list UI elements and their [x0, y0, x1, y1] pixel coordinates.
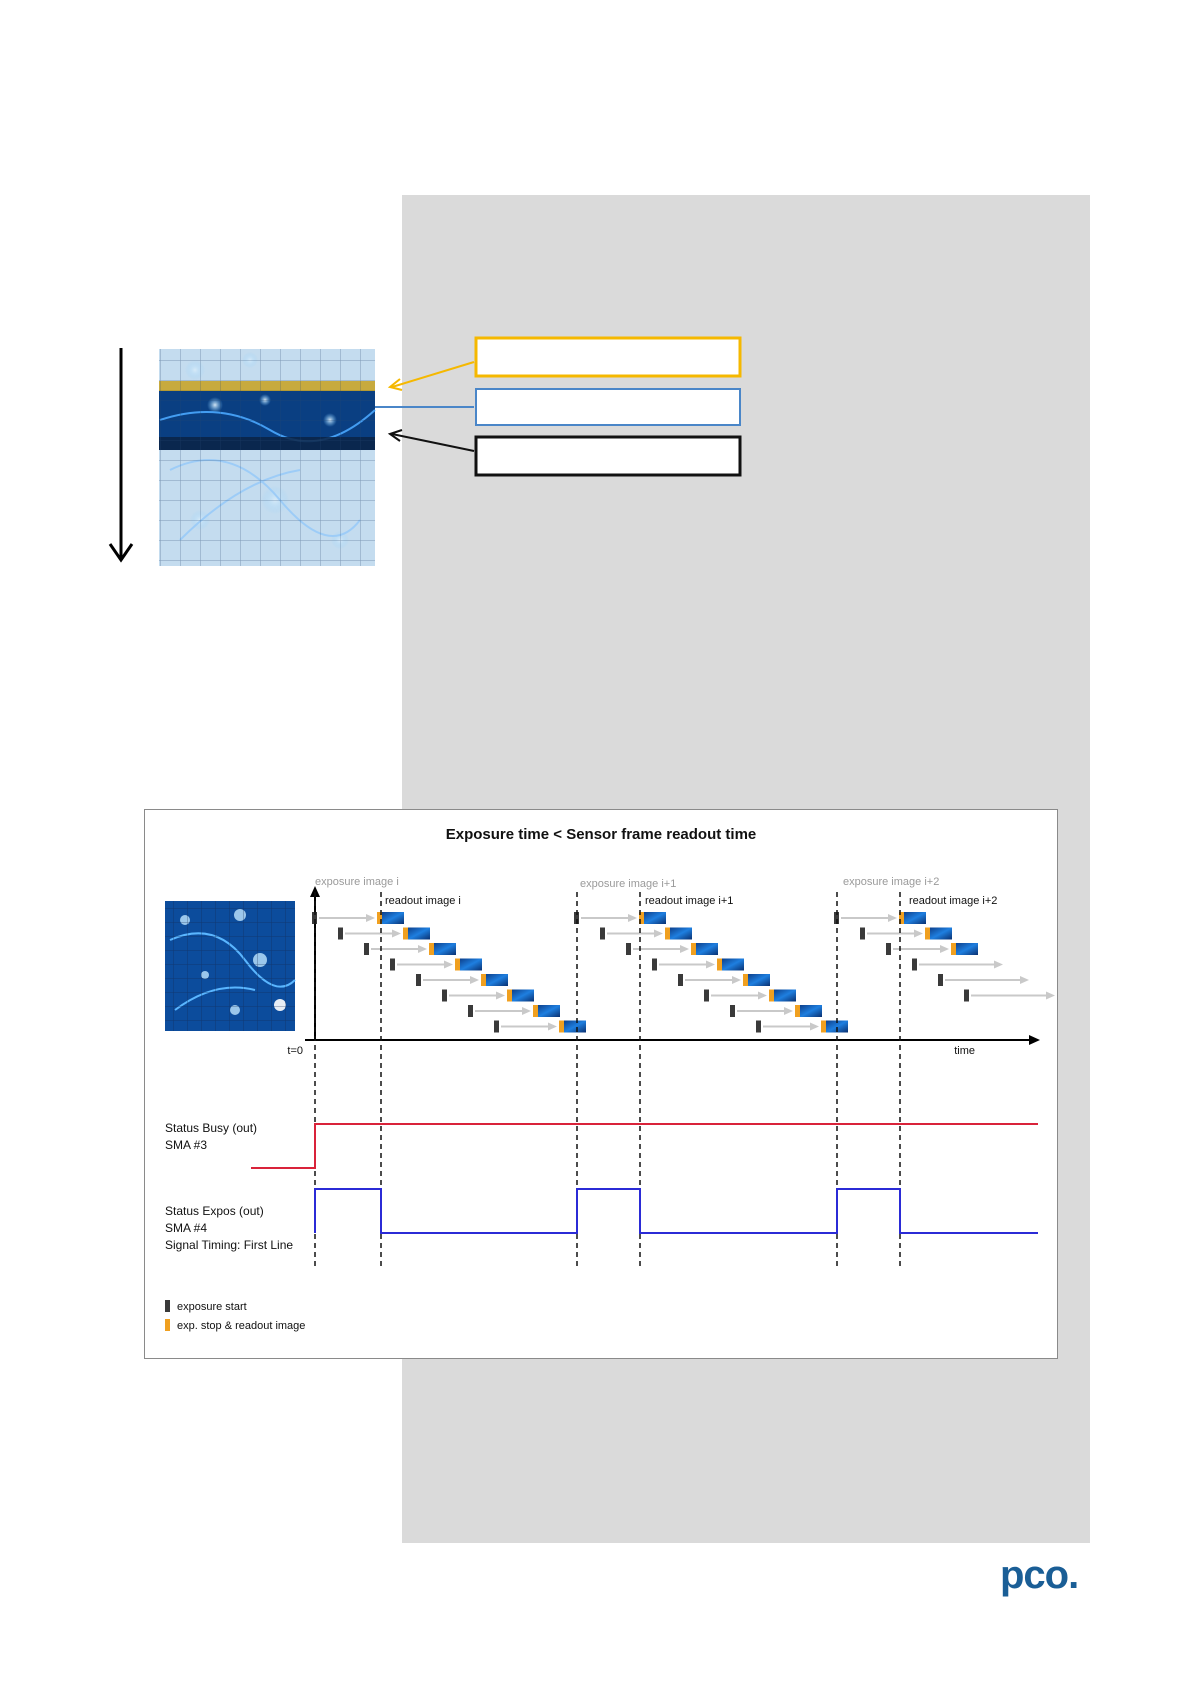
readout-row-thumbnail [800, 1005, 822, 1017]
exposure-start-marker [494, 1021, 499, 1033]
exposure-arrow-head [1020, 976, 1029, 984]
exposure-arrow-head [888, 914, 897, 922]
exposure-arrow-head [1046, 992, 1055, 1000]
readout-row-thumbnail [538, 1005, 560, 1017]
readout-row-thumbnail [644, 912, 666, 924]
readout-marker [533, 1005, 538, 1017]
readout-marker [743, 974, 748, 986]
label-box-readout-row [476, 437, 740, 475]
axis-time-label: time [954, 1045, 975, 1057]
signal-busy-trace [251, 1124, 1038, 1168]
readout-row-thumbnail [722, 959, 744, 971]
sensor-thumbnail [165, 901, 295, 1031]
exposure-start-marker [626, 943, 631, 955]
readout-marker [691, 943, 696, 955]
svg-text:Status Busy (out): Status Busy (out) [165, 1121, 258, 1135]
svg-text:SMA #4: SMA #4 [165, 1221, 208, 1235]
readout-label: readout image i [385, 895, 461, 907]
readout-marker [455, 959, 460, 971]
readout-row-thumbnail [512, 990, 534, 1002]
exposure-arrow-head [706, 961, 715, 969]
exposure-label: exposure image i+2 [843, 876, 940, 888]
exposure-start-marker [860, 928, 865, 940]
frame-label-i2 [843, 876, 997, 907]
exposure-start-marker [652, 959, 657, 971]
readout-row-thumbnail [486, 974, 508, 986]
exposure-start-marker [390, 959, 395, 971]
exposure-arrow-head [914, 930, 923, 938]
label-box-active-rows [476, 389, 740, 425]
exposure-start-marker [756, 1021, 761, 1033]
timing-diagram [144, 809, 1058, 1359]
diagram-title: Exposure time < Sensor frame readout time [445, 826, 757, 843]
axis-origin-label: t=0 [287, 1045, 303, 1057]
black-pointer [392, 434, 474, 451]
exposure-start-marker [364, 943, 369, 955]
legend-readout-icon [165, 1319, 170, 1331]
exposure-arrow-head [680, 945, 689, 953]
exposure-arrow-head [994, 961, 1003, 969]
exposure-start-marker [416, 974, 421, 986]
readout-marker [481, 974, 486, 986]
readout-row-thumbnail [904, 912, 926, 924]
exposure-arrow-head [758, 992, 767, 1000]
readout-marker [559, 1021, 564, 1033]
exposure-start-marker [730, 1005, 735, 1017]
yellow-pointer [392, 362, 474, 387]
readout-row-thumbnail [930, 928, 952, 940]
readout-rows [312, 912, 1055, 1033]
legend-exposure-start: exposure start [177, 1301, 247, 1313]
exposure-start-marker [886, 943, 891, 955]
exposure-arrow-head [732, 976, 741, 984]
exposure-start-marker [704, 990, 709, 1002]
readout-row-thumbnail [408, 928, 430, 940]
readout-label: readout image i+2 [909, 895, 998, 907]
exposure-arrow-head [392, 930, 401, 938]
exposure-start-marker [442, 990, 447, 1002]
legend-readout: exp. stop & readout image [177, 1320, 306, 1332]
exposure-arrow-head [366, 914, 375, 922]
readout-row-thumbnail [774, 990, 796, 1002]
pco-logo: pco. [1000, 1553, 1079, 1597]
frame-label-i1 [580, 878, 733, 907]
exposure-start-marker [678, 974, 683, 986]
readout-row-thumbnail [564, 1021, 586, 1033]
exposure-start-marker [912, 959, 917, 971]
readout-row-thumbnail [696, 943, 718, 955]
readout-row-thumbnail [670, 928, 692, 940]
label-box-exposing-row [476, 338, 740, 376]
readout-marker [717, 959, 722, 971]
exposure-start-marker [338, 928, 343, 940]
exposure-arrow-head [628, 914, 637, 922]
readout-marker [769, 990, 774, 1002]
svg-text:SMA #3: SMA #3 [165, 1138, 208, 1152]
readout-row-thumbnail [748, 974, 770, 986]
exposure-arrow-head [548, 1023, 557, 1031]
readout-row-thumbnail [460, 959, 482, 971]
readout-marker [403, 928, 408, 940]
exposure-arrow-head [784, 1007, 793, 1015]
exposure-start-marker [468, 1005, 473, 1017]
readout-label: readout image i+1 [645, 895, 734, 907]
exposure-label: exposure image i+1 [580, 878, 677, 890]
exposure-start-marker [938, 974, 943, 986]
readout-marker [429, 943, 434, 955]
svg-text:Status Expos (out): Status Expos (out) [165, 1204, 264, 1218]
exposure-arrow-head [654, 930, 663, 938]
readout-marker [821, 1021, 826, 1033]
signal-expos-trace [315, 1189, 1038, 1233]
exposure-arrow-head [940, 945, 949, 953]
exposure-start-marker [964, 990, 969, 1002]
sensor-image [159, 349, 375, 566]
exposure-arrow-head [496, 992, 505, 1000]
readout-marker [795, 1005, 800, 1017]
signal-busy-label [165, 1121, 257, 1152]
exposure-label: exposure image i [315, 876, 399, 888]
readout-marker [507, 990, 512, 1002]
svg-text:Signal Timing: First Line: Signal Timing: First Line [165, 1238, 294, 1252]
readout-row-thumbnail [434, 943, 456, 955]
readout-row-thumbnail [382, 912, 404, 924]
rolling-shutter-figure [0, 0, 1190, 600]
legend [165, 1300, 305, 1332]
exposure-arrow-head [522, 1007, 531, 1015]
exposure-start-marker [600, 928, 605, 940]
exposure-arrow-head [418, 945, 427, 953]
readout-marker [951, 943, 956, 955]
readout-marker [925, 928, 930, 940]
readout-marker [665, 928, 670, 940]
exposure-arrow-head [470, 976, 479, 984]
legend-exposure-start-icon [165, 1300, 170, 1312]
signal-expos-label [165, 1204, 293, 1252]
readout-row-thumbnail [956, 943, 978, 955]
scan-direction-arrow-icon [110, 348, 132, 560]
exposure-arrow-head [810, 1023, 819, 1031]
frame-label-i [315, 876, 461, 907]
exposure-arrow-head [444, 961, 453, 969]
